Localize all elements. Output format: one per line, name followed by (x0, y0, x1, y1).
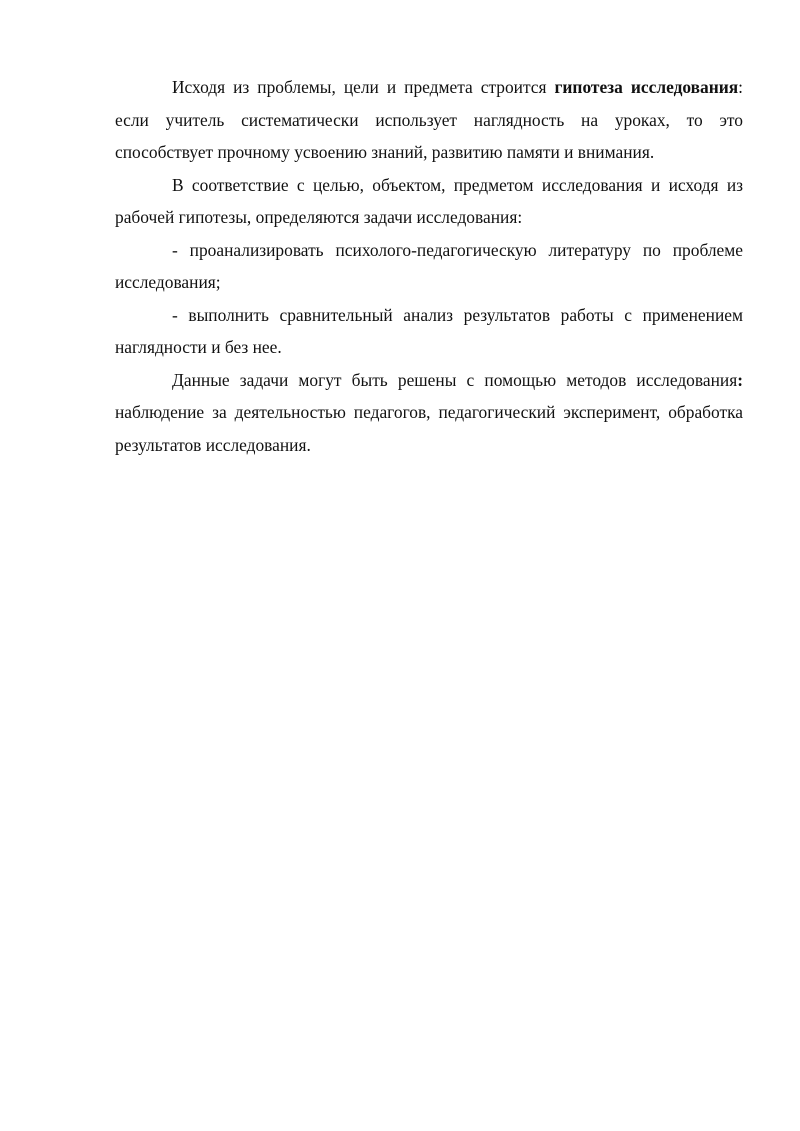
methods-rest-text: наблюдение за деятельностью педагогов, педагогический эксперимент, обработка результатов исследования. (115, 402, 743, 455)
hypothesis-lead-text: Исходя из проблемы, цели и предмета строится (172, 77, 555, 97)
methods-lead-text: Данные задачи могут быть решены с помощью методов исследования (172, 369, 738, 390)
list-item-task-2: - выполнить сравнительный анализ результатов работы с применением наглядности и без нее. (115, 304, 743, 357)
paragraph-methods (115, 364, 743, 462)
paragraph-hypothesis (115, 71, 743, 169)
paragraph-tasks-intro: В соответствие с целью, объектом, предметом исследования и исходя из рабочей гипотезы, определяются задачи исследования: (115, 174, 743, 227)
list-item-task-1: - проанализировать психолого-педагогическую литературу по проблеме исследования; (115, 239, 743, 292)
methods-colon: : (737, 369, 743, 390)
hypothesis-term: гипотеза исследования (554, 77, 739, 97)
document-body (115, 71, 743, 461)
hypothesis-rest-text: : если учитель систематически использует наглядность на уроках, то это способствует прочному усвоению знаний, развитию памяти и внимания. (115, 77, 744, 162)
